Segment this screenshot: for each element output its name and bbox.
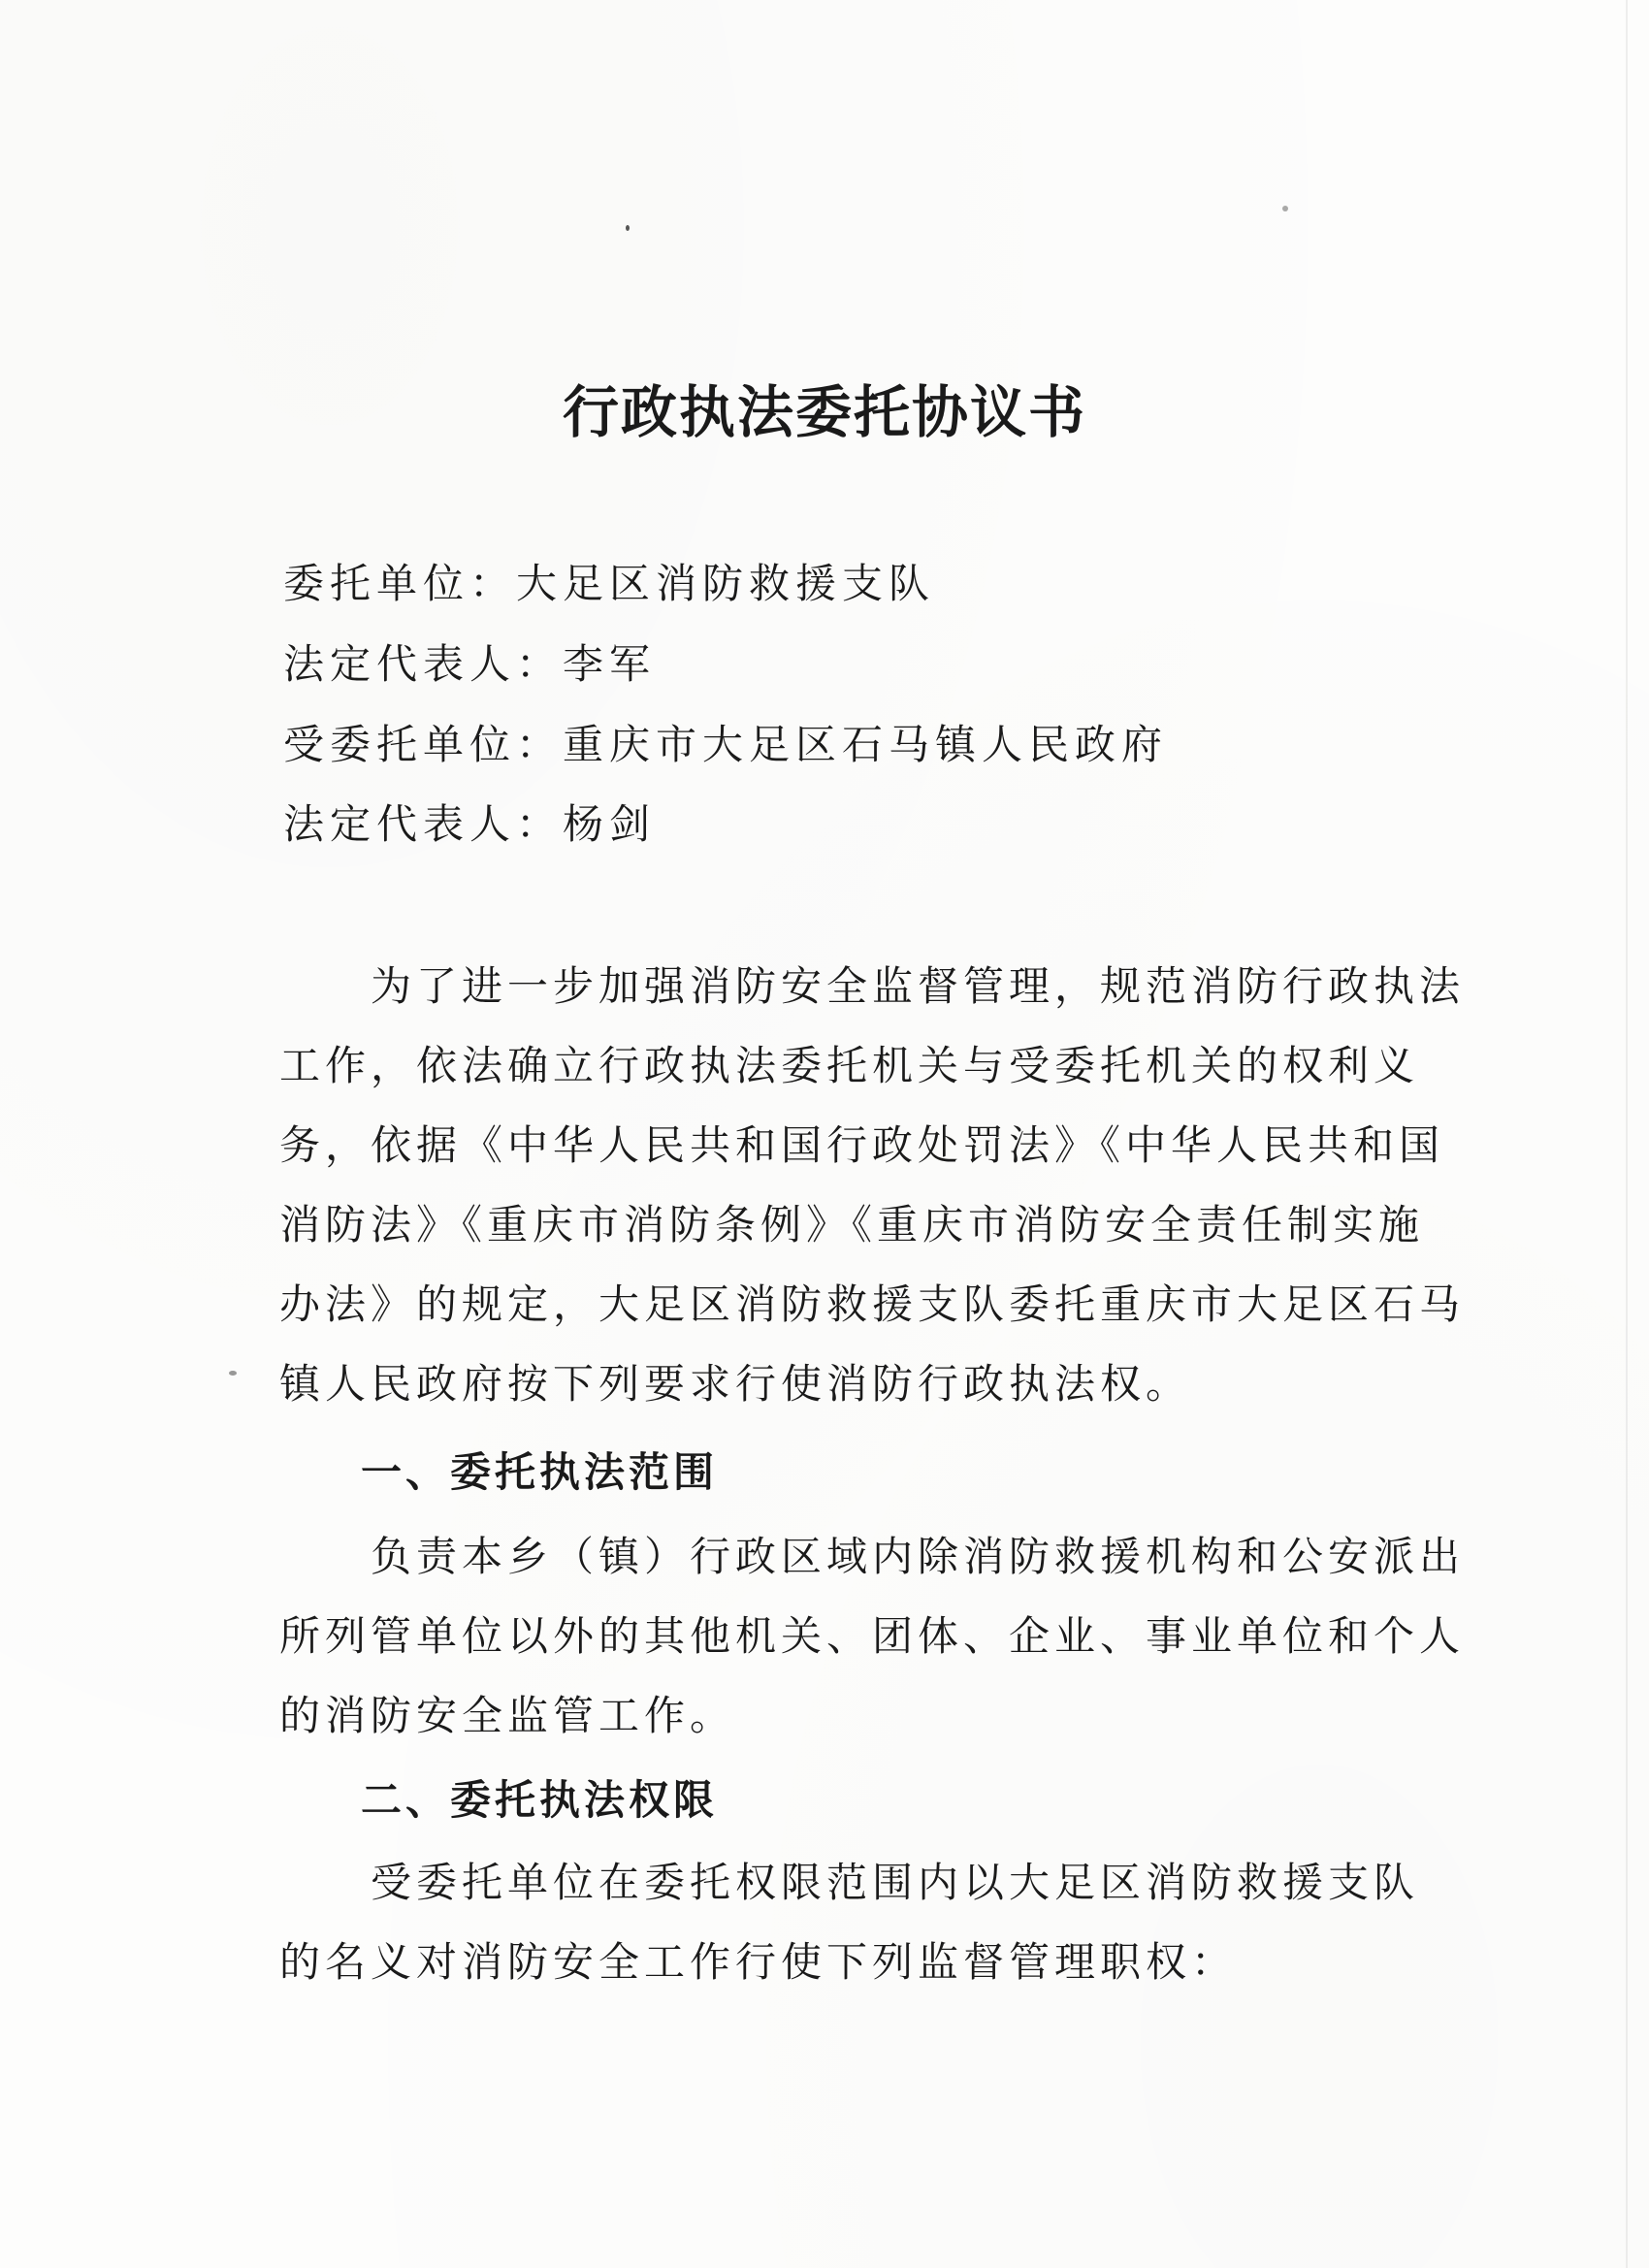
scope-paragraph	[279, 1517, 1466, 1756]
entrusting-representative: 法定代表人：李军	[283, 640, 657, 688]
scan-speck	[626, 225, 630, 231]
paragraph-line: 消防法》《重庆市消防条例》《重庆市消防安全责任制实施	[279, 1201, 1425, 1248]
paragraph-line: 所列管单位以外的其他机关、团体、企业、事业单位和个人	[279, 1612, 1466, 1660]
entrusted-representative: 法定代表人：杨剑	[283, 800, 657, 848]
section-heading-scope: 一、委托执法范围	[361, 1448, 719, 1496]
authority-paragraph	[279, 1843, 1420, 2002]
paragraph-line: 工作，依法确立行政执法委托机关与受委托机关的权利义	[279, 1042, 1420, 1089]
scan-speck	[229, 1371, 237, 1376]
paragraph-line: 为了进一步加强消防安全监督管理，规范消防行政执法	[279, 962, 1466, 1010]
scan-speck	[1282, 206, 1288, 211]
entrusting-unit: 委托单位：大足区消防救援支队	[283, 560, 936, 607]
paragraph-line: 的消防安全监管工作。	[279, 1692, 736, 1739]
paragraph-line: 办法》的规定，大足区消防救援支队委托重庆市大足区石马	[279, 1280, 1466, 1328]
paragraph-line: 负责本乡（镇）行政区域内除消防救援机构和公安派出	[279, 1533, 1466, 1580]
paragraph-line: 的名义对消防安全工作行使下列监督管理职权：	[279, 1938, 1238, 1986]
document-title: 行政执法委托协议书	[562, 379, 1086, 445]
entrusted-unit: 受委托单位：重庆市大足区石马镇人民政府	[283, 721, 1169, 768]
paragraph-line: 镇人民政府按下列要求行使消防行政执法权。	[279, 1360, 1192, 1408]
paragraph-line: 受委托单位在委托权限范围内以大足区消防救援支队	[279, 1859, 1420, 1906]
scan-edge	[1626, 0, 1628, 2268]
section-heading-authority: 二、委托执法权限	[361, 1776, 719, 1824]
paragraph-line: 务，依据《中华人民共和国行政处罚法》《中华人民共和国	[279, 1121, 1445, 1169]
intro-paragraph	[279, 947, 1466, 1424]
